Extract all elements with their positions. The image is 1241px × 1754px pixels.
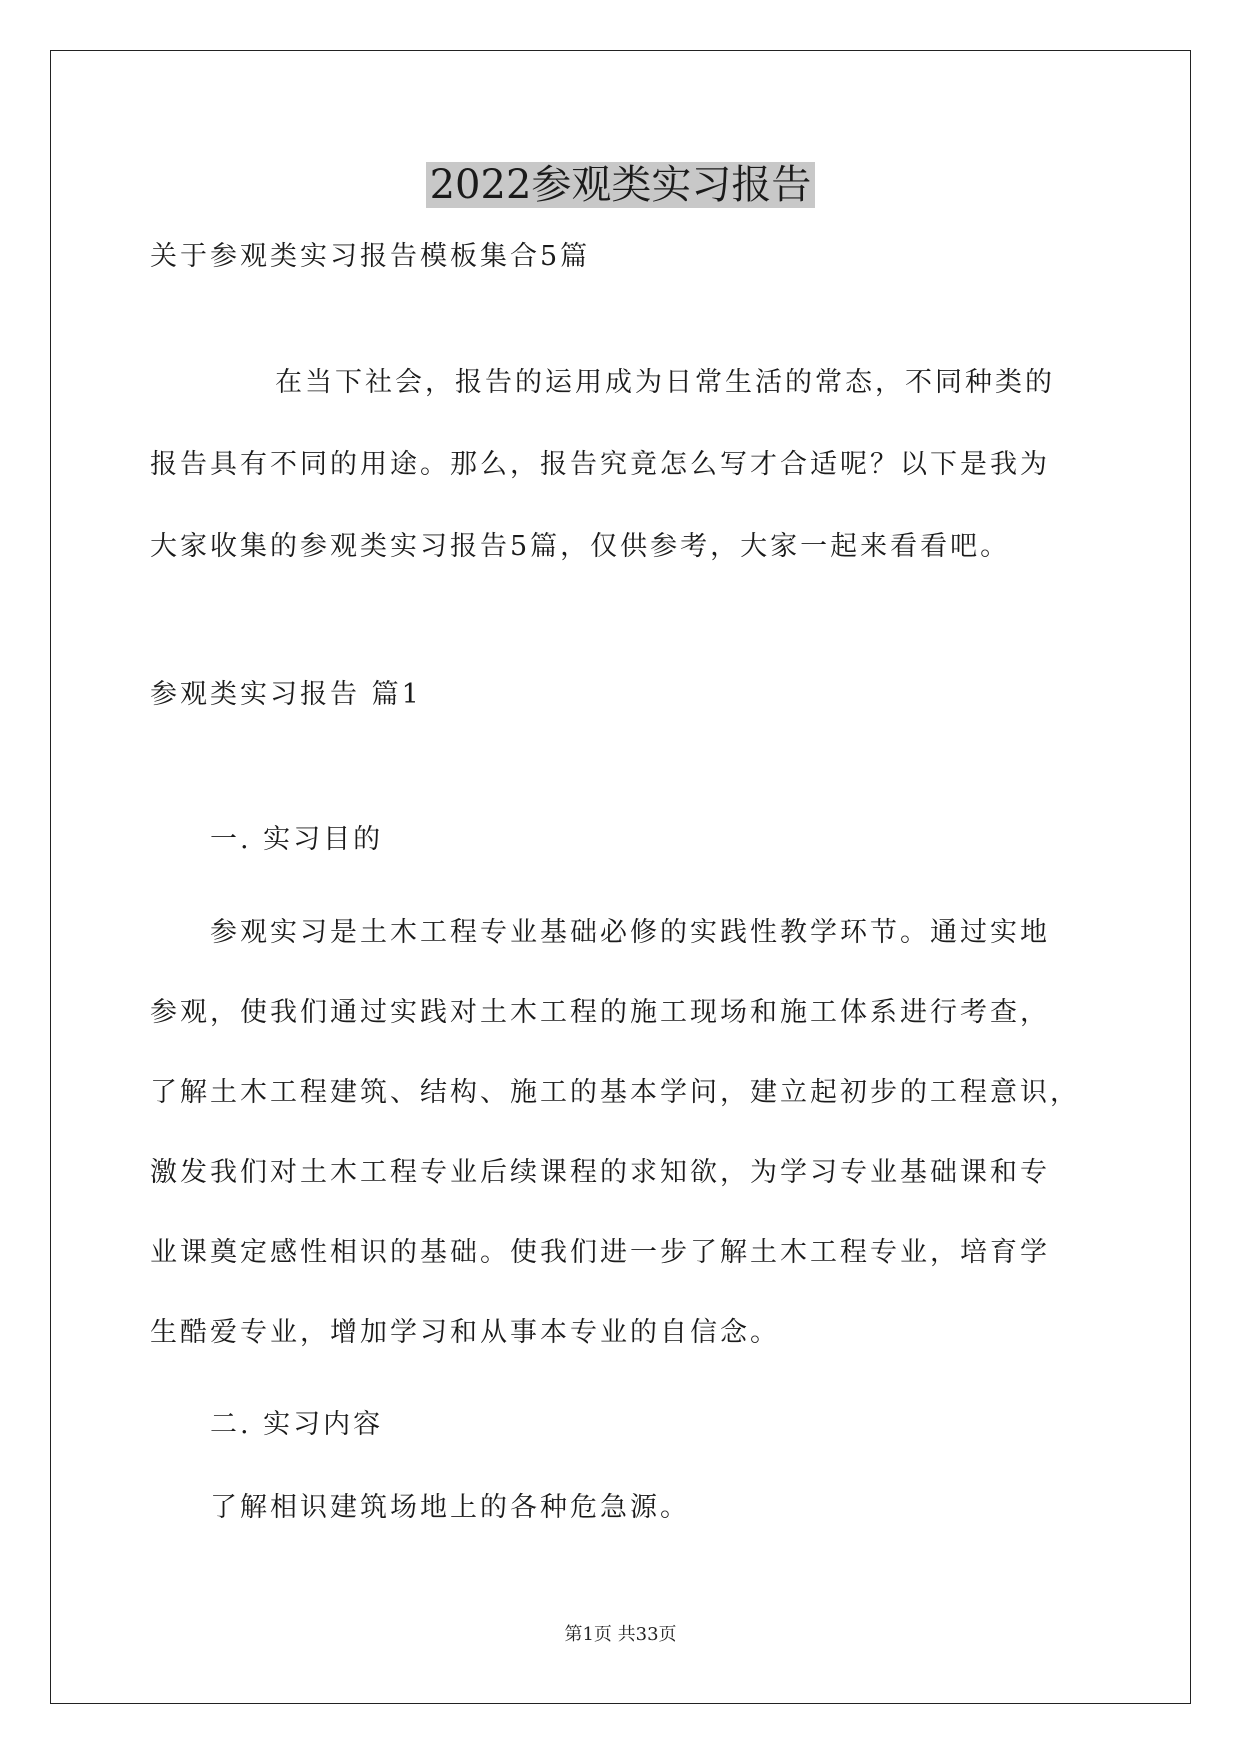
paragraph-line: 参观，使我们通过实践对土木工程的施工现场和施工体系进行考查，: [150, 997, 1050, 1028]
page-footer: 第1页 共33页: [564, 1624, 677, 1645]
intro-line: 在当下社会，报告的运用成为日常生活的常态，不同种类的: [275, 367, 1055, 398]
paragraph-line: 了解土木工程建筑、结构、施工的基本学问，建立起初步的工程意识，: [150, 1077, 1080, 1108]
content-paragraph: 了解相识建筑场地上的各种危急源。: [210, 1492, 690, 1523]
document-subtitle: 关于参观类实习报告模板集合5篇: [150, 241, 591, 272]
section-heading: 参观类实习报告 篇1: [150, 679, 422, 710]
paragraph-line: 业课奠定感性相识的基础。使我们进一步了解土木工程专业，培育学: [150, 1237, 1050, 1268]
sub-heading-purpose: 一. 实习目的: [210, 824, 384, 855]
purpose-paragraph: [150, 893, 1090, 1373]
document-title: [0, 155, 1241, 215]
paragraph-line: 激发我们对土木工程专业后续课程的求知欲，为学习专业基础课和专: [150, 1157, 1050, 1188]
paragraph-line: 生酷爱专业，增加学习和从事本专业的自信念。: [150, 1317, 780, 1348]
intro-line: 大家收集的参观类实习报告5篇，仅供参考，大家一起来看看吧。: [150, 531, 1011, 562]
intro-line: 报告具有不同的用途。那么，报告究竟怎么写才合适呢？以下是我为: [150, 449, 1050, 480]
intro-paragraph: [150, 342, 1090, 588]
title-text: 2022参观类实习报告: [426, 162, 816, 208]
page-border: [50, 50, 1191, 1704]
paragraph-line: 参观实习是土木工程专业基础必修的实践性教学环节。通过实地: [210, 917, 1050, 948]
sub-heading-content: 二. 实习内容: [210, 1409, 384, 1440]
